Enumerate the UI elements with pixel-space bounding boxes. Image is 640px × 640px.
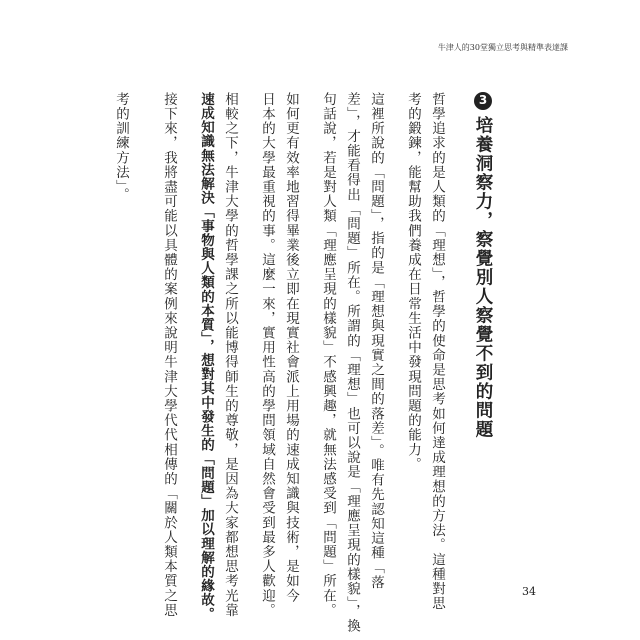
running-header: 牛津人的30堂獨立思考與精準表達課	[437, 43, 568, 52]
body-line: 這裡所說的「問題」，指的是「理想與現實之間的落差」。唯有先認知這種「落	[368, 92, 384, 590]
body-line: 如何更有效率地習得畢業後立即在現實社會派上用場的速成知識與技術，是如今	[283, 92, 299, 603]
section-heading	[468, 92, 498, 532]
body-line: 考的訓練方法」。	[113, 92, 129, 203]
body-line: 哲學追求的是人類的「理想」，哲學的使命是思考如何達成理想的方法。這種對思	[429, 92, 445, 611]
body-line: 考的鍛鍊，能幫助我們養成在日常生活中發現問題的能力。	[405, 92, 421, 472]
body-line: 差」，才能看得出「問題」所在。所謂的「理想」也可以說是「理應呈現的樣貌」，換	[344, 92, 360, 634]
page-number: 34	[522, 585, 536, 598]
body-line: 相較之下，牛津大學的哲學課之所以能博得師生的尊敬，是因為大家都想思考光靠	[222, 92, 238, 618]
section-title: 培養洞察力，察覺別人察覺不到的問題	[473, 116, 493, 439]
body-line: 句話說，若是對人類「理應呈現的樣貌」不感興趣，就無法感受到「問題」所在。	[320, 92, 336, 618]
vertical-text-block	[109, 92, 498, 634]
body-line: 速成知識無法解決「事物與人類的本質」，想對其中發生的「問題」加以理解的緣故。	[198, 92, 214, 622]
section-number-badge: 3	[476, 93, 490, 109]
body-line: 接下來，我將盡可能以具體的案例來說明牛津大學代代相傳的「關於人類本質之思	[161, 92, 177, 618]
body-line: 日本的大學最重視的事。這麼一來，實用性高的學問領域自然會受到最多人歡迎。	[259, 92, 275, 618]
